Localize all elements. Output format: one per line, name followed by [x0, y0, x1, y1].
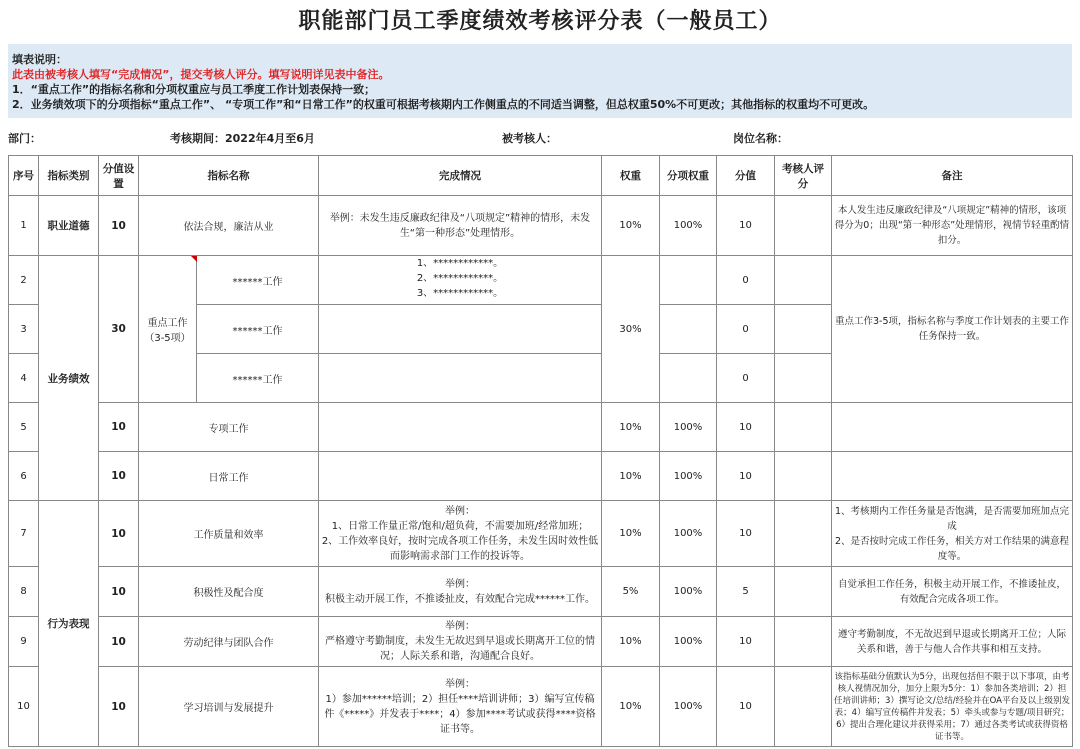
- row-no: 5: [9, 403, 39, 452]
- indicator-cell: 重点工作（3-5项）: [139, 256, 197, 403]
- assessee-label: 被考核人：: [502, 132, 557, 145]
- header-sub-weight: 分项权重: [660, 156, 717, 196]
- completion-cell[interactable]: [319, 305, 602, 354]
- sub-indicator-cell: ******工作: [197, 256, 319, 305]
- table-row: [9, 452, 1073, 501]
- sub-indicator-cell: ******工作: [197, 305, 319, 354]
- position-label: 岗位名称：: [733, 132, 788, 145]
- category-cell: 职业道德: [39, 196, 99, 256]
- row-no: 9: [9, 617, 39, 667]
- score-setting-cell: 10: [99, 501, 139, 567]
- row-no: 7: [9, 501, 39, 567]
- category-cell: 业务绩效: [39, 256, 99, 501]
- score-cell: 10: [717, 501, 775, 567]
- sub-weight-cell: 100%: [660, 617, 717, 667]
- assessor-score-cell[interactable]: [775, 403, 832, 452]
- score-cell: 10: [717, 196, 775, 256]
- sub-weight-cell: 100%: [660, 196, 717, 256]
- indicator-cell: 工作质量和效率: [139, 501, 319, 567]
- table-row: [9, 403, 1073, 452]
- assessor-score-cell[interactable]: [775, 501, 832, 567]
- score-setting-cell: 10: [99, 196, 139, 256]
- table-row: [9, 617, 1073, 667]
- indicator-cell: 劳动纪律与团队合作: [139, 617, 319, 667]
- indicator-cell: 专项工作: [139, 403, 319, 452]
- completion-cell[interactable]: 举例：未发生违反廉政纪律及“八项规定”精神的情形，未发生“第一种形态”处理情形。: [319, 196, 602, 256]
- assessment-period: 考核期间：2022年4月至6月: [170, 132, 315, 145]
- remark-cell: 重点工作3-5项，指标名称与季度工作计划表的主要工作任务保持一致。: [832, 256, 1073, 403]
- header-score-setting: 分值设置: [99, 156, 139, 196]
- sub-weight-cell[interactable]: [660, 305, 717, 354]
- score-setting-cell: 10: [99, 667, 139, 747]
- indicator-cell: 日常工作: [139, 452, 319, 501]
- completion-cell[interactable]: [319, 354, 602, 403]
- row-no: 1: [9, 196, 39, 256]
- weight-cell: 10%: [602, 667, 660, 747]
- assessor-score-cell[interactable]: [775, 667, 832, 747]
- row-no: 6: [9, 452, 39, 501]
- score-cell: 10: [717, 403, 775, 452]
- remark-cell: [832, 452, 1073, 501]
- assessor-score-cell[interactable]: [775, 452, 832, 501]
- weight-cell: 10%: [602, 617, 660, 667]
- sub-weight-cell: 100%: [660, 501, 717, 567]
- category-cell: 行为表现: [39, 501, 99, 747]
- score-cell: 10: [717, 667, 775, 747]
- score-cell: 0: [717, 354, 775, 403]
- header-completion: 完成情况: [319, 156, 602, 196]
- completion-cell[interactable]: [319, 403, 602, 452]
- header-score: 分值: [717, 156, 775, 196]
- header-category: 指标类别: [39, 156, 99, 196]
- weight-cell: 5%: [602, 567, 660, 617]
- header-weight: 权重: [602, 156, 660, 196]
- completion-cell[interactable]: 举例： 1、日常工作量正常/饱和/超负荷，不需要加班/经常加班； 2、工作效率良好，按时完成各项工作任务，未发生因时效性低而影响需求部门工作的投诉等。: [319, 501, 602, 567]
- remark-cell: [832, 403, 1073, 452]
- table-row: [9, 667, 1073, 747]
- instructions-line-2: 2．业务绩效项下的分项指标“重点工作”、 “专项工作”和“日常工作”的权重可根据考核期内工作侧重点的不同适当调整，但总权重50%不可更改；其他指标的权重均不可更改。: [12, 98, 875, 111]
- row-no: 4: [9, 354, 39, 403]
- table-row: [9, 567, 1073, 617]
- completion-cell[interactable]: 1、************。 2、************。 3、************。: [319, 256, 602, 305]
- completion-cell[interactable]: 举例： 严格遵守考勤制度，未发生无故迟到早退或长期离开工位的情况；人际关系和谐，沟通配合良好。: [319, 617, 602, 667]
- row-no: 3: [9, 305, 39, 354]
- header-indicator: 指标名称: [139, 156, 319, 196]
- score-cell: 5: [717, 567, 775, 617]
- indicator-cell: 积极性及配合度: [139, 567, 319, 617]
- indicator-cell: 学习培训与发展提升: [139, 667, 319, 747]
- header-no: 序号: [9, 156, 39, 196]
- score-cell: 10: [717, 452, 775, 501]
- indicator-cell: 依法合规，廉洁从业: [139, 196, 319, 256]
- remark-cell: 本人发生违反廉政纪律及“八项规定”精神的情形，该项得分为0；出现“第一种形态”处理情形，视情节轻重酌情扣分。: [832, 196, 1073, 256]
- assessor-score-cell[interactable]: [775, 196, 832, 256]
- score-setting-cell: 30: [99, 256, 139, 403]
- score-setting-cell: 10: [99, 617, 139, 667]
- sub-weight-cell: 100%: [660, 403, 717, 452]
- score-cell: 10: [717, 617, 775, 667]
- sub-indicator-cell: ******工作: [197, 354, 319, 403]
- weight-cell: 10%: [602, 452, 660, 501]
- weight-cell: 10%: [602, 196, 660, 256]
- appraisal-table: [8, 155, 1073, 747]
- completion-cell[interactable]: [319, 452, 602, 501]
- instructions-heading: 填表说明：: [12, 53, 67, 66]
- completion-cell[interactable]: 举例： 1）参加******培训；2）担任****培训讲师；3）编写宣传稿件《*****》并发表于****；4）参加****考试或获得****资格证书等。: [319, 667, 602, 747]
- sub-weight-cell[interactable]: [660, 256, 717, 305]
- remark-cell: 遵守考勤制度，不无故迟到早退或长期离开工位；人际关系和谐，善于与他人合作共事和相互支持。: [832, 617, 1073, 667]
- score-setting-cell: 10: [99, 452, 139, 501]
- sub-weight-cell[interactable]: [660, 354, 717, 403]
- remark-cell: 自觉承担工作任务，积极主动开展工作，不推诿扯皮，有效配合完成各项工作。: [832, 567, 1073, 617]
- instructions-line-1: 1．“重点工作”的指标名称和分项权重应与员工季度工作计划表保持一致；: [12, 83, 376, 96]
- remark-cell: 1、考核期内工作任务量是否饱满，是否需要加班加点完成 2、是否按时完成工作任务，相关方对工作结果的满意程度等。: [832, 501, 1073, 567]
- score-cell: 0: [717, 305, 775, 354]
- table-row: [9, 501, 1073, 567]
- assessor-score-cell[interactable]: [775, 617, 832, 667]
- row-no: 2: [9, 256, 39, 305]
- weight-cell: 10%: [602, 501, 660, 567]
- sub-weight-cell: 100%: [660, 452, 717, 501]
- row-no: 8: [9, 567, 39, 617]
- header-assessor-score: 考核人评分: [775, 156, 832, 196]
- assessor-score-cell[interactable]: [775, 354, 832, 403]
- instructions-red-line: 此表由被考核人填写“完成情况”，提交考核人评分。填写说明详见表中备注。: [12, 68, 390, 81]
- score-cell: 0: [717, 256, 775, 305]
- table-row: [9, 256, 1073, 305]
- weight-cell: 10%: [602, 403, 660, 452]
- weight-cell: 30%: [602, 256, 660, 403]
- comment-marker-icon[interactable]: [191, 256, 197, 262]
- completion-cell[interactable]: 举例： 积极主动开展工作，不推诿扯皮，有效配合完成******工作。: [319, 567, 602, 617]
- score-setting-cell: 10: [99, 567, 139, 617]
- page-title: 职能部门员工季度绩效考核评分表（一般员工）: [298, 9, 782, 34]
- table-row: [9, 196, 1073, 256]
- sub-weight-cell: 100%: [660, 667, 717, 747]
- row-no: 10: [9, 667, 39, 747]
- sub-weight-cell: 100%: [660, 567, 717, 617]
- remark-cell: 该指标基础分值默认为5分，出现包括但不限于以下事项，由考核人视情况加分，加分上限为5分：1）参加各类培训；2）担任培训讲师；3）撰写论文/总结/经验并在OA平台及以上级别发表；4）编写宣传稿件并发表；5）牵头或参与专题/项目研究；6）提出合理化建议并获得采用；7）通过各类考试或获得资格证书等。: [832, 667, 1073, 747]
- department-label: 部门：: [8, 132, 41, 145]
- assessor-score-cell[interactable]: [775, 305, 832, 354]
- header-remark: 备注: [832, 156, 1073, 196]
- instructions-panel: [8, 44, 1072, 118]
- score-setting-cell: 10: [99, 403, 139, 452]
- assessor-score-cell[interactable]: [775, 256, 832, 305]
- assessor-score-cell[interactable]: [775, 567, 832, 617]
- header-row: [9, 156, 1073, 196]
